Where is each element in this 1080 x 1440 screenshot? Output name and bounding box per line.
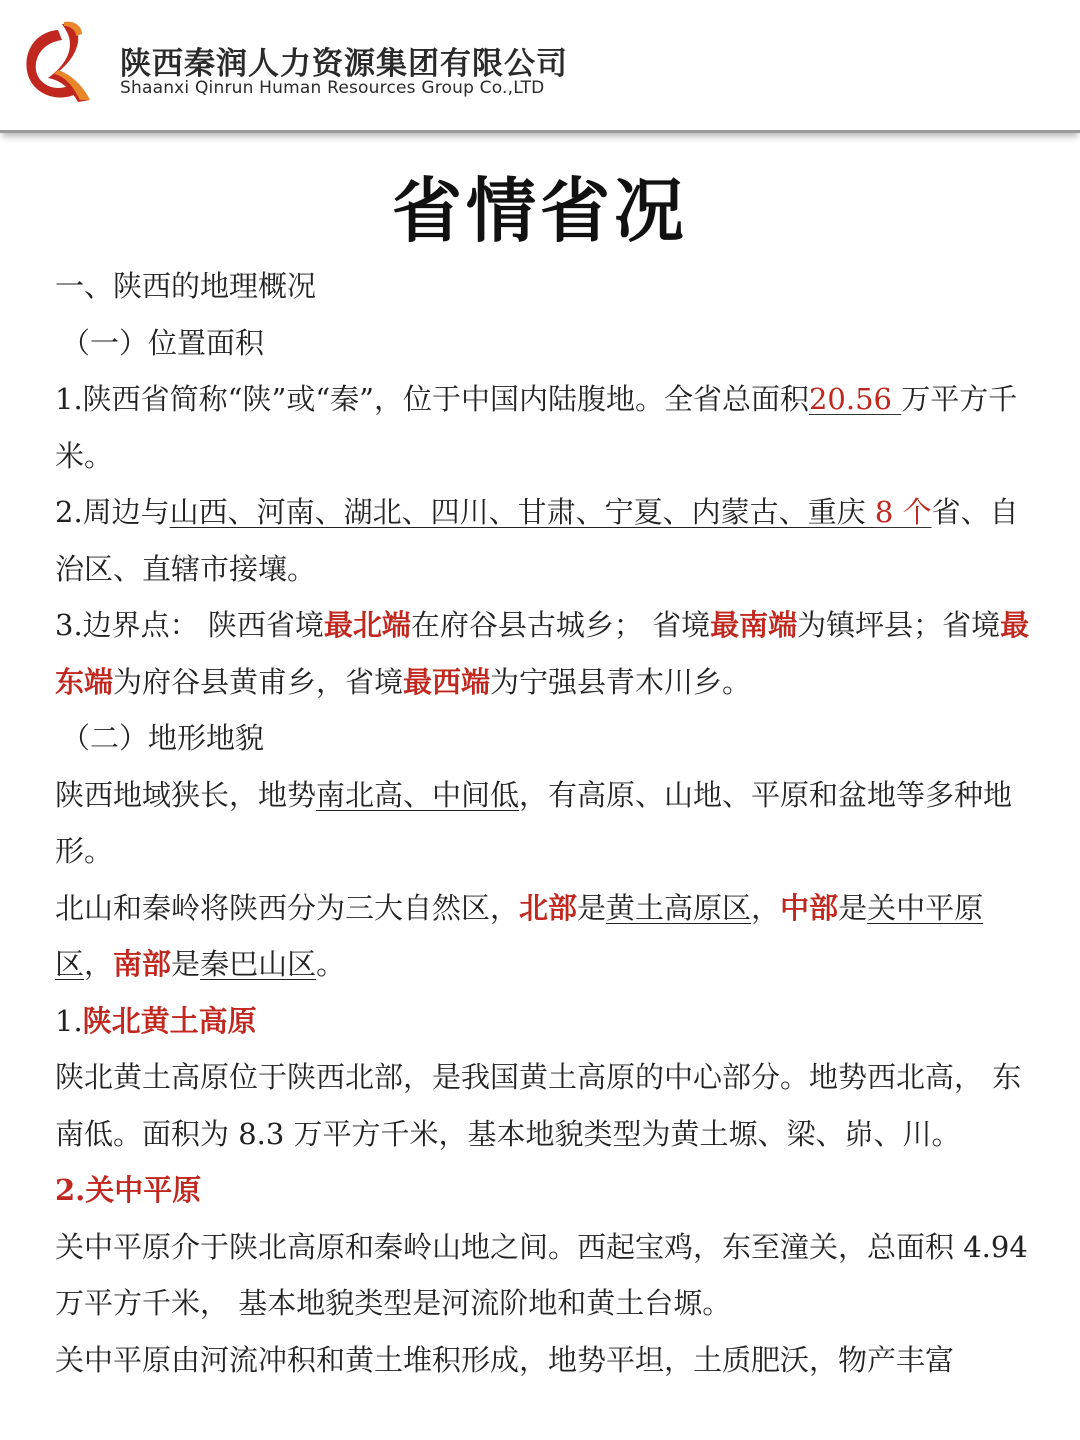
text: 为宁强县青木川乡。 (490, 664, 752, 699)
paragraph-loess: 陕北黄土高原位于陕西北部，是我国黄土高原的中心部分。地势西北高， 东南低。面积为 8.3 万平方千米，基本地貌类型为黄土塬、梁、峁、川。 (55, 1060, 1022, 1151)
paragraph-boundary (55, 597, 1030, 710)
text: 万平方千米。 (55, 382, 1018, 473)
text: 为镇坪县；省境 (797, 608, 1001, 642)
subsection-heading: （一）位置面积 (61, 325, 265, 360)
paragraph-guanzhong-1: 关中平原介于陕北高原和秦岭山地之间。西起宝鸡，东至潼关，总面积 4.94 万平方千米， 基本地貌类型是河流阶地和黄土台塬。 (55, 1229, 1028, 1320)
paragraph-guanzhong-2: 关中平原由河流冲积和黄土堆积形成，地势平坦，土质肥沃，物产丰富 (55, 1342, 955, 1377)
underlined-text: 关中平原区 (55, 890, 984, 981)
keyword: 最北端 (323, 608, 411, 642)
sub-heading-loess (55, 993, 1030, 1050)
text: 1. (55, 1003, 83, 1038)
qr-logo-icon (18, 20, 100, 104)
text: 在府谷县古城乡； 省境 (410, 608, 711, 642)
document-body (55, 258, 1030, 1388)
text: 是 (838, 890, 868, 925)
keyword: 最西端 (403, 664, 491, 699)
underlined-text: 南北高、中间低 (316, 777, 520, 812)
text: 2.周边与 (55, 495, 170, 529)
sub-heading-guanzhong: 2.关中平原 (55, 1173, 202, 1207)
subsection-heading: （二）地形地貌 (61, 721, 265, 755)
document-title: 省情省况 (392, 170, 688, 252)
section-heading: 一、陕西的地理概况 (55, 269, 317, 303)
text: 1.陕西省简称“陕”或“秦”，位于中国内陆腹地。全省总面积 (55, 382, 809, 416)
area-value: 20.56 (808, 382, 902, 416)
text: 是 (577, 890, 607, 925)
paragraph-neighbors (55, 484, 1030, 597)
underlined-text: 秦巴山区 (200, 947, 317, 981)
text: 。 (316, 947, 346, 981)
company-name-cn: 陕西秦润人力资源集团有限公司 (120, 46, 568, 82)
text: 省、自治区、直辖市接壤。 (55, 495, 1019, 586)
paragraph-area (55, 371, 1030, 484)
neighbor-count: 8 个 (874, 495, 932, 529)
neighbor-list: 山西、河南、湖北、四川、甘肃、宁夏、内蒙古、重庆 (169, 495, 875, 529)
text: 为府谷县黄甫乡，省境 (113, 664, 404, 699)
paragraph-regions (55, 880, 1030, 993)
keyword: 最南端 (710, 608, 798, 642)
keyword: 最东端 (55, 608, 1030, 699)
text: 3.边界点： 陕西省境 (55, 608, 324, 642)
text: 是 (171, 947, 201, 981)
keyword: 北部 (519, 890, 578, 925)
header-bar (0, 0, 1080, 133)
text: ， (751, 890, 781, 925)
paragraph-terrain (55, 767, 1030, 880)
text: 陕西地域狭长，地势 (55, 777, 317, 812)
text: ，有高原、山地、平原和盆地等多种地形。 (55, 777, 1013, 868)
keyword: 陕北黄土高原 (82, 1003, 257, 1038)
underlined-text: 黄土高原区 (606, 890, 752, 925)
text: 北山和秦岭将陕西分为三大自然区， (55, 890, 520, 925)
keyword: 南部 (113, 947, 172, 981)
text: ， (84, 947, 114, 981)
keyword: 中部 (780, 890, 839, 925)
company-name-en: Shaanxi Qinrun Human Resources Group Co.,LTD (120, 78, 545, 98)
